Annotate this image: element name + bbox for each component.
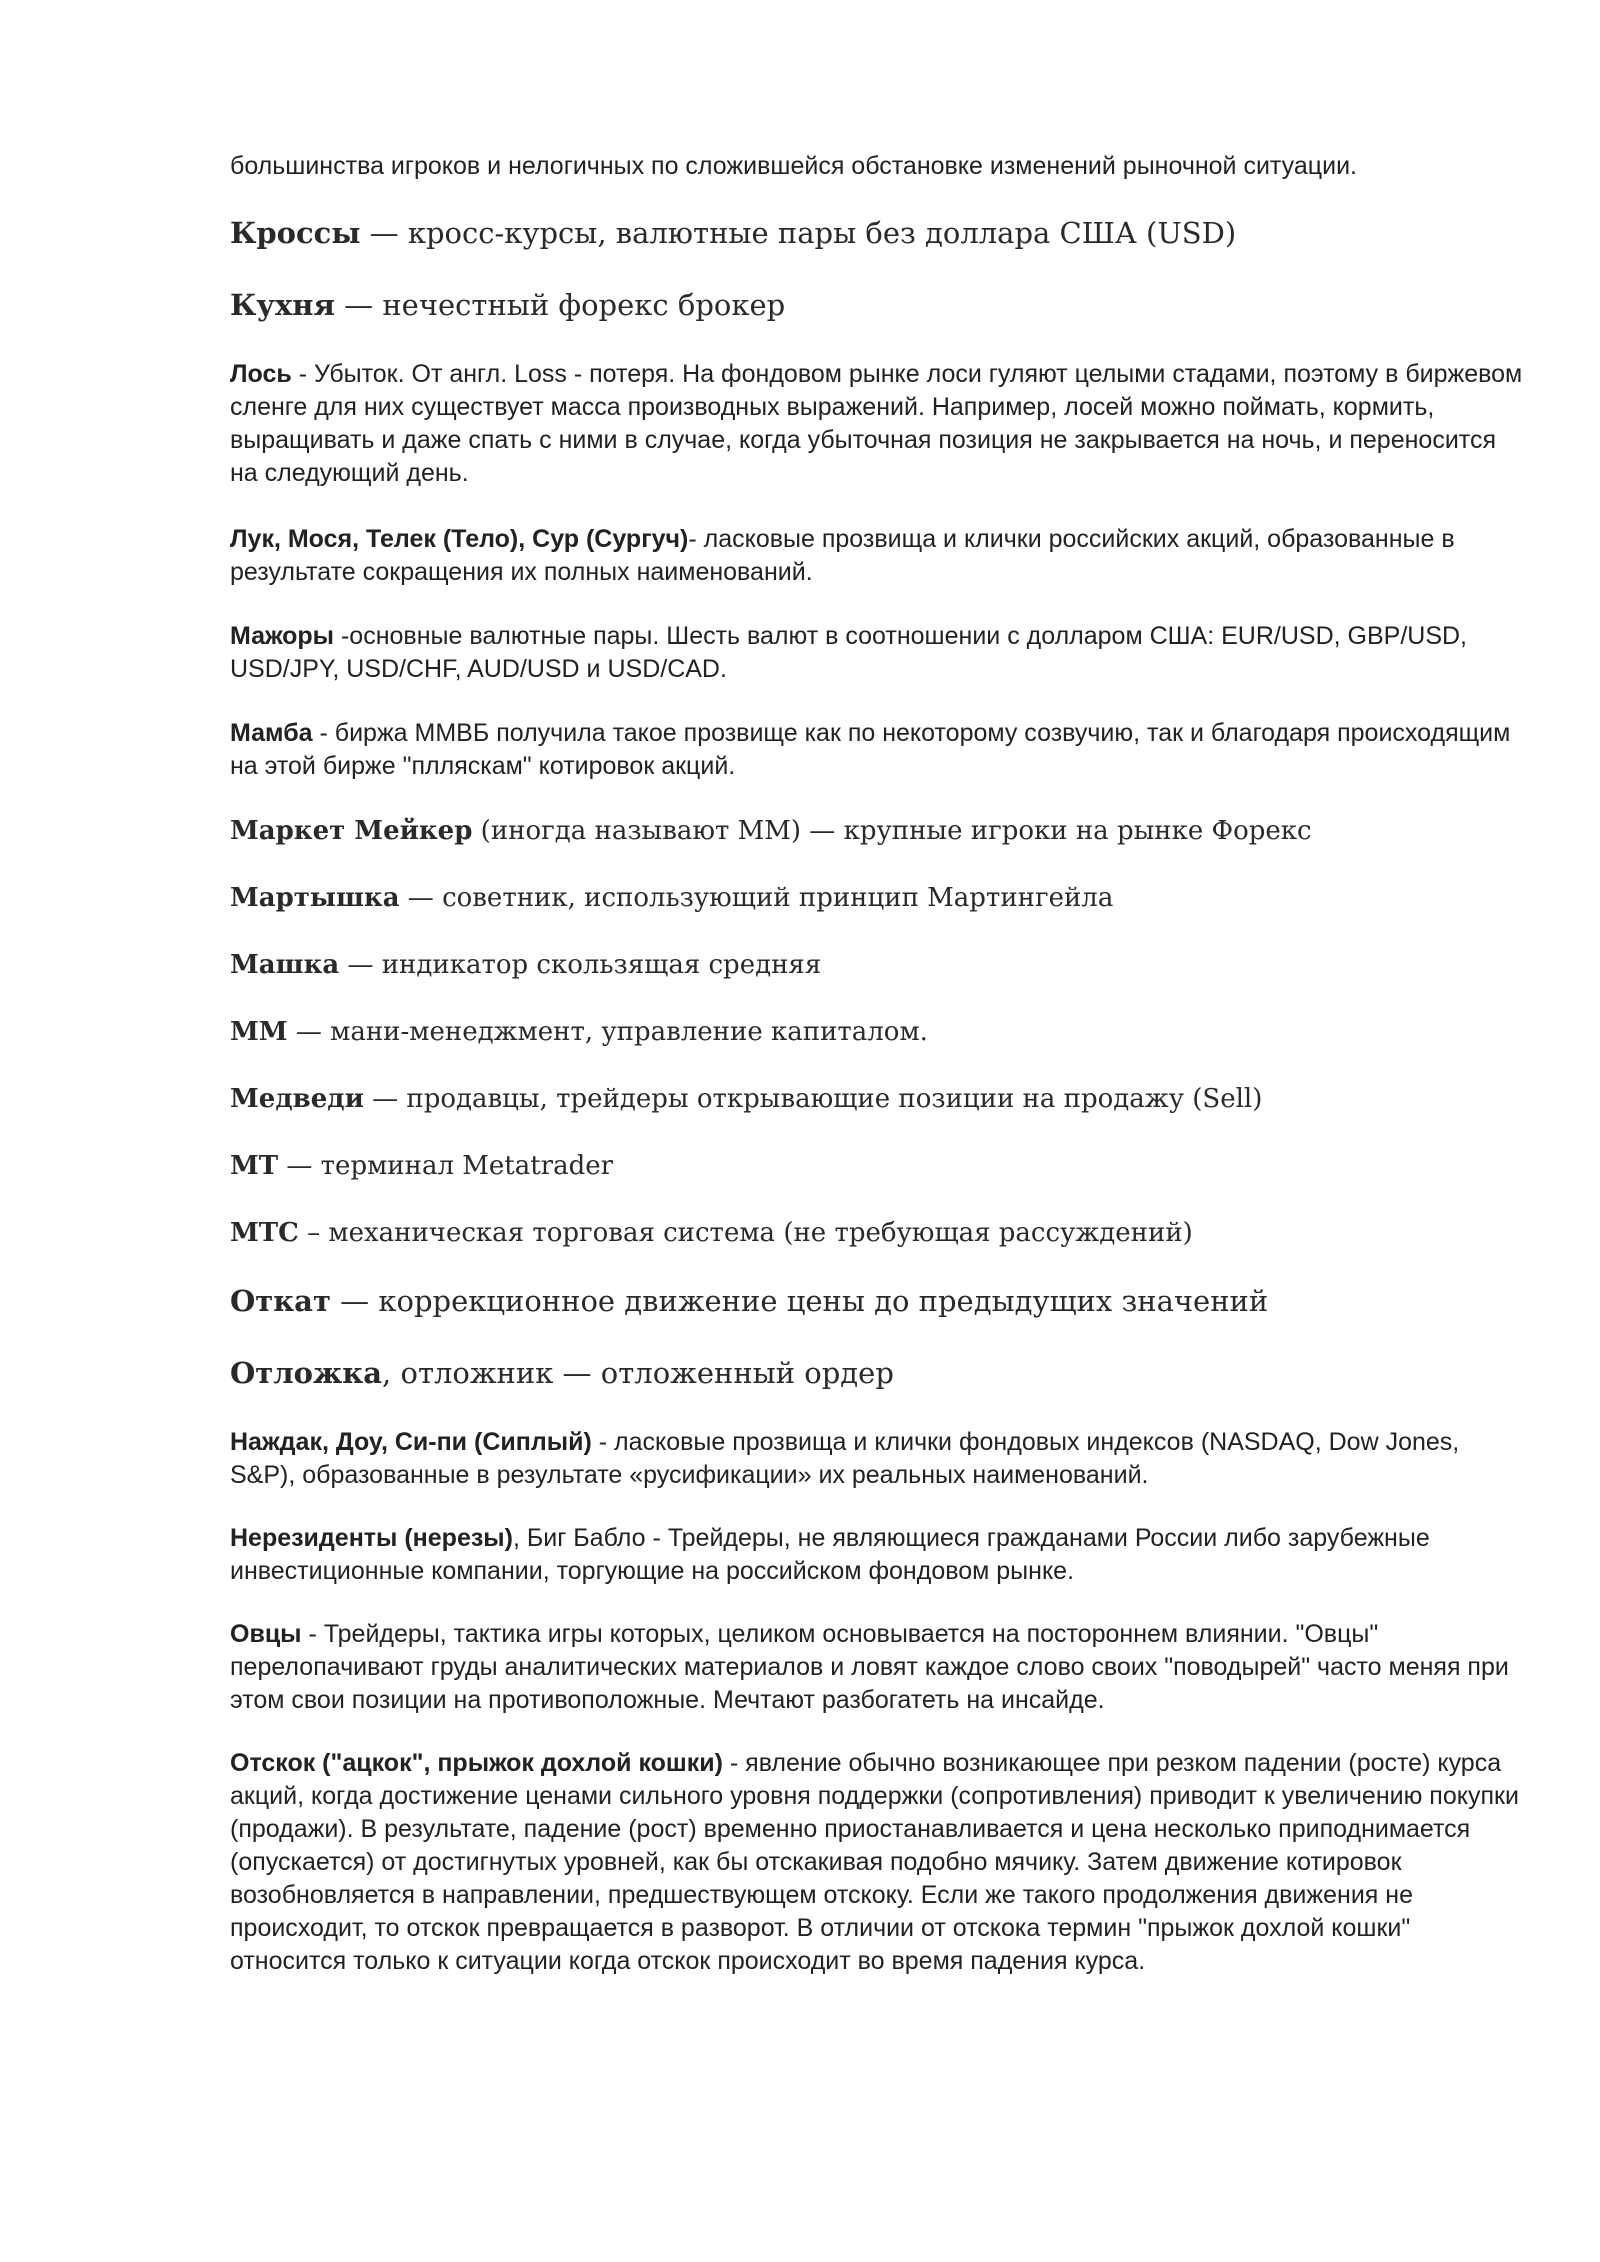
glossary-entry	[230, 1618, 1530, 1717]
glossary-entry	[230, 1282, 1530, 1320]
entry-term: Маркет Мейкер	[230, 816, 473, 846]
entry-term: Мартышка	[230, 883, 400, 913]
entry-definition: , Биг Бабло - Трейдеры, не являющиеся гражданами России либо зарубежные инвестиционные компании, торгующие на российском фондовом рынке.	[230, 1524, 1430, 1585]
glossary-entry	[230, 286, 1530, 324]
entry-definition: — нечестный форекс брокер	[334, 288, 786, 322]
entry-term: Отложка	[230, 1356, 383, 1390]
glossary-entry	[230, 1747, 1530, 1978]
glossary-entry	[230, 1148, 1530, 1184]
entry-definition: , отложник — отложенный ордер	[382, 1356, 894, 1390]
glossary-entry	[230, 813, 1530, 849]
entry-term: ММ	[230, 1017, 288, 1047]
glossary-entry	[230, 947, 1530, 983]
intro-text: большинства игроков и нелогичных по сложившейся обстановке изменений рыночной ситуации.	[230, 152, 1357, 180]
glossary-entry	[230, 1426, 1530, 1492]
glossary-content	[230, 150, 1530, 1978]
entry-definition: — продавцы, трейдеры открывающие позиции на продажу (Sell)	[363, 1084, 1263, 1114]
entry-definition: — коррекционное движение цены до предыдущих значений	[330, 1284, 1269, 1318]
entry-term: Медведи	[230, 1084, 364, 1114]
entry-definition: - ласковые прозвища и клички фондовых индексов (NASDAQ, Dow Jones, S&P), образованные в результате «русификации» их реальных наименований.	[230, 1428, 1460, 1489]
entry-term: Отскок ("ацкок", прыжок дохлой кошки)	[230, 1749, 723, 1777]
entry-term: Лось	[230, 360, 292, 388]
entry-term: Овцы	[230, 1620, 302, 1648]
entry-definition: — индикатор скользящая средняя	[339, 950, 822, 980]
entry-term: Лук, Мося, Телек (Тело), Сур (Сургуч)	[230, 525, 689, 553]
entry-term: Мамба	[230, 719, 313, 747]
entry-definition: — терминал Metatrader	[278, 1151, 614, 1181]
entry-term: Кроссы	[230, 216, 361, 250]
glossary-entry	[230, 1354, 1530, 1392]
entry-term: МТС	[230, 1218, 299, 1248]
glossary-entry	[230, 214, 1530, 252]
entry-term: Машка	[230, 950, 340, 980]
entry-definition: - Трейдеры, тактика игры которых, целиком основывается на постороннем влиянии. "Овцы" перелопачивают груды аналитических материалов и ловят каждое слово своих "поводырей" часто меняя при этом свои позиции на противоположные. Мечтают разбогатеть на инсайде.	[230, 1620, 1509, 1714]
entry-definition: (иногда называют ММ) — крупные игроки на рынке Форекс	[472, 816, 1312, 846]
glossary-entry	[230, 1014, 1530, 1050]
entry-term: Мажоры	[230, 622, 335, 650]
glossary-entry	[230, 620, 1530, 686]
entry-term: Откат	[230, 1284, 331, 1318]
glossary-entry	[230, 1522, 1530, 1588]
entry-definition: - биржа ММВБ получила такое прозвище как по некоторому созвучию, так и благодаря происходящим на этой бирже "плляскам" котировок акций.	[230, 719, 1511, 780]
entry-definition: - явление обычно возникающее при резком падении (росте) курса акций, когда достижение ценами сильного уровня поддержки (сопротивления) приводит к увеличению покупки (продажи). В результате, падение (рост) временно приостанавливается и цена несколько приподнимается (опускается) от достигнутых уровней, как бы отскакивая подобно мячику. Затем движение котировок возобновляется в направлении, предшествующем отскоку. Если же такого продолжения движения не происходит, то отскок превращается в разворот. В отличии от отскока термин "прыжок дохлой кошки" относится только к ситуации когда отскок происходит во время падения курса.	[230, 1749, 1519, 1975]
glossary-entry	[230, 880, 1530, 916]
entry-term: МТ	[230, 1151, 279, 1181]
glossary-entry	[230, 1215, 1530, 1251]
entry-definition: -основные валютные пары. Шесть валют в соотношении с долларом США: EUR/USD, GBP/USD, USD/JPY, USD/CHF, AUD/USD и USD/CAD.	[230, 622, 1468, 683]
entry-definition: – механическая торговая система (не требующая рассуждений)	[298, 1218, 1193, 1248]
glossary-entry	[230, 523, 1530, 589]
glossary-entry	[230, 1081, 1530, 1117]
entry-definition: - Убыток. От англ. Loss - потеря. На фондовом рынке лоси гуляют целыми стадами, поэтому в биржевом сленге для них существует масса производных выражений. Например, лосей можно поймать, кормить, выращивать и даже спать с ними в случае, когда убыточная позиция не закрывается на ночь, и переносится на следующий день.	[230, 360, 1523, 487]
entry-definition: — мани-менеджмент, управление капиталом.	[287, 1017, 928, 1047]
glossary-entry	[230, 717, 1530, 783]
entry-definition: - ласковые прозвища и клички российских акций, образованные в результате сокращения их полных наименований.	[230, 525, 1455, 586]
entry-term: Кухня	[230, 288, 335, 322]
entry-term: Наждак, Доу, Си-пи (Сиплый)	[230, 1428, 592, 1456]
entry-definition: — кросс-курсы, валютные пары без доллара США (USD)	[360, 216, 1237, 250]
glossary-entry	[230, 358, 1530, 490]
entry-term: Нерезиденты (нерезы)	[230, 1524, 513, 1552]
entry-definition: — советник, использующий принцип Мартингейла	[399, 883, 1114, 913]
